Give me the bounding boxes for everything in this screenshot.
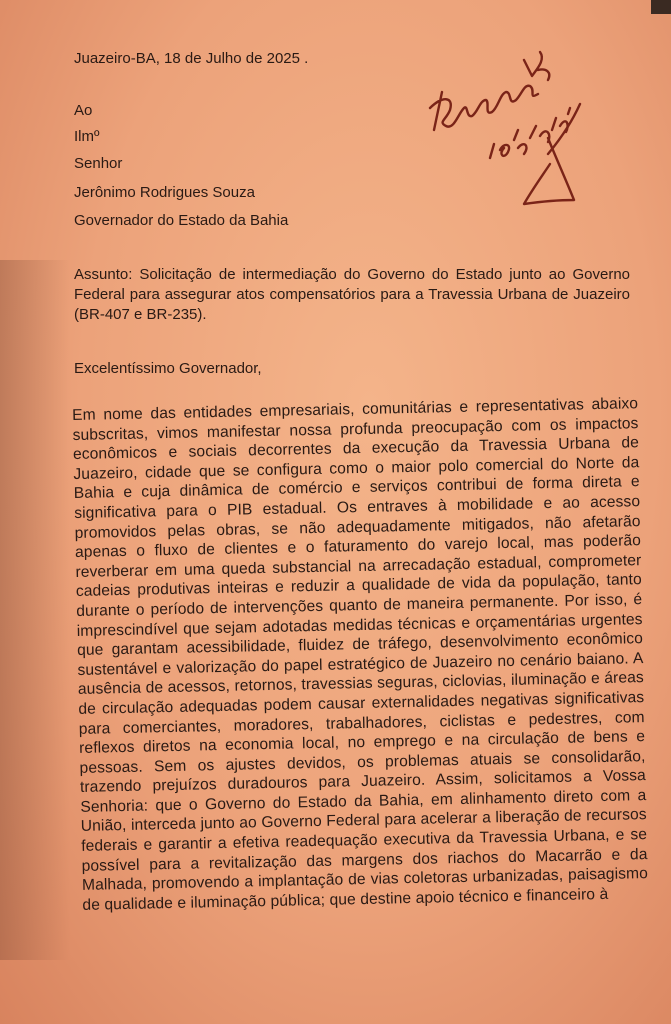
subject-paragraph: Assunto: Solicitação de intermediação do Governo do Estado junto ao Governo Federal para assegurar atos compensatórios para a Travessia Urbana de Juazeiro (BR-407 e BR-235). [74,266,630,323]
recipient-name: Jerônimo Rodrigues Souza [74,184,255,201]
addressee-senhor: Senhor [74,155,123,172]
body-paragraph: Em nome das entidades empresariais, comunitárias e representativas abaixo subscritas, vimos manifestar nossa profunda preocupação com os impactos econômicos e sociais decorrentes da execução da Travessia Urbana de Juazeiro, cidade que se configura como o maior polo comercial do Norte da Bahia e cuja dinâmica de comércio e serviços contribui de forma direta e significativa para o PIB estadual. Os entraves à mobilidade e ao acesso promovidos pelas obras, se não adequadamente mitigados, não afetarão apenas o fluxo de clientes e o faturamento do varejo local, mas poderão reverberar em uma queda substancial na arrecadação estadual, comprometer cadeias produtivas inteiras e reduzir a qualidade de vida da população, tanto durante o período de intervenções quanto de maneira permanente. Por isso, é imprescindível que sejam adotadas medidas técnicas e orçamentárias urgentes que garantam acessibilidade, fluidez de tráfego, desenvolvimento econômico sustentável e valorização do papel estratégico de Juazeiro no cenário baiano. A ausência de acessos, retornos, travessias seguras, ciclovias, iluminação e áreas de circulação adequadas podem causar externalidades negativas significativas para comerciantes, moradores, trabalhadores, ciclistas e pedestres, com reflexos diretos na economia local, no emprego e na circulação de bens e pessoas. Sem os ajustes devidos, os problemas atuais se consolidarão, trazendo prejuízos duradouros para Juazeiro. Assim, solicitamos a Vossa Senhoria: que o Governo do Estado da Bahia, em alinhamento direto com a União, interceda junto ao Governo Federal para acelerar a liberação de recursos federais e garantir a efetiva readequação executiva da Travessia Urbana, e se possível para a revitalização das margens dos riachos do Macarrão e da Malhada, promovendo a implantação de vias coletoras urbanizadas, paisagismo de qualidade e iluminação pública; que destine apoio técnico e financeiro à [72,395,649,914]
recipient-title: Governador do Estado da Bahia [74,212,289,229]
addressee-ilmo: Ilmº [74,128,100,145]
salutation: Excelentíssimo Governador, [74,360,262,377]
addressee-ao: Ao [74,102,93,119]
handwritten-receipt-signature [420,30,600,220]
date-line: Juazeiro-BA, 18 de Julho de 2025 . [74,50,309,67]
shadow [0,260,70,960]
corner-edge [651,0,671,14]
